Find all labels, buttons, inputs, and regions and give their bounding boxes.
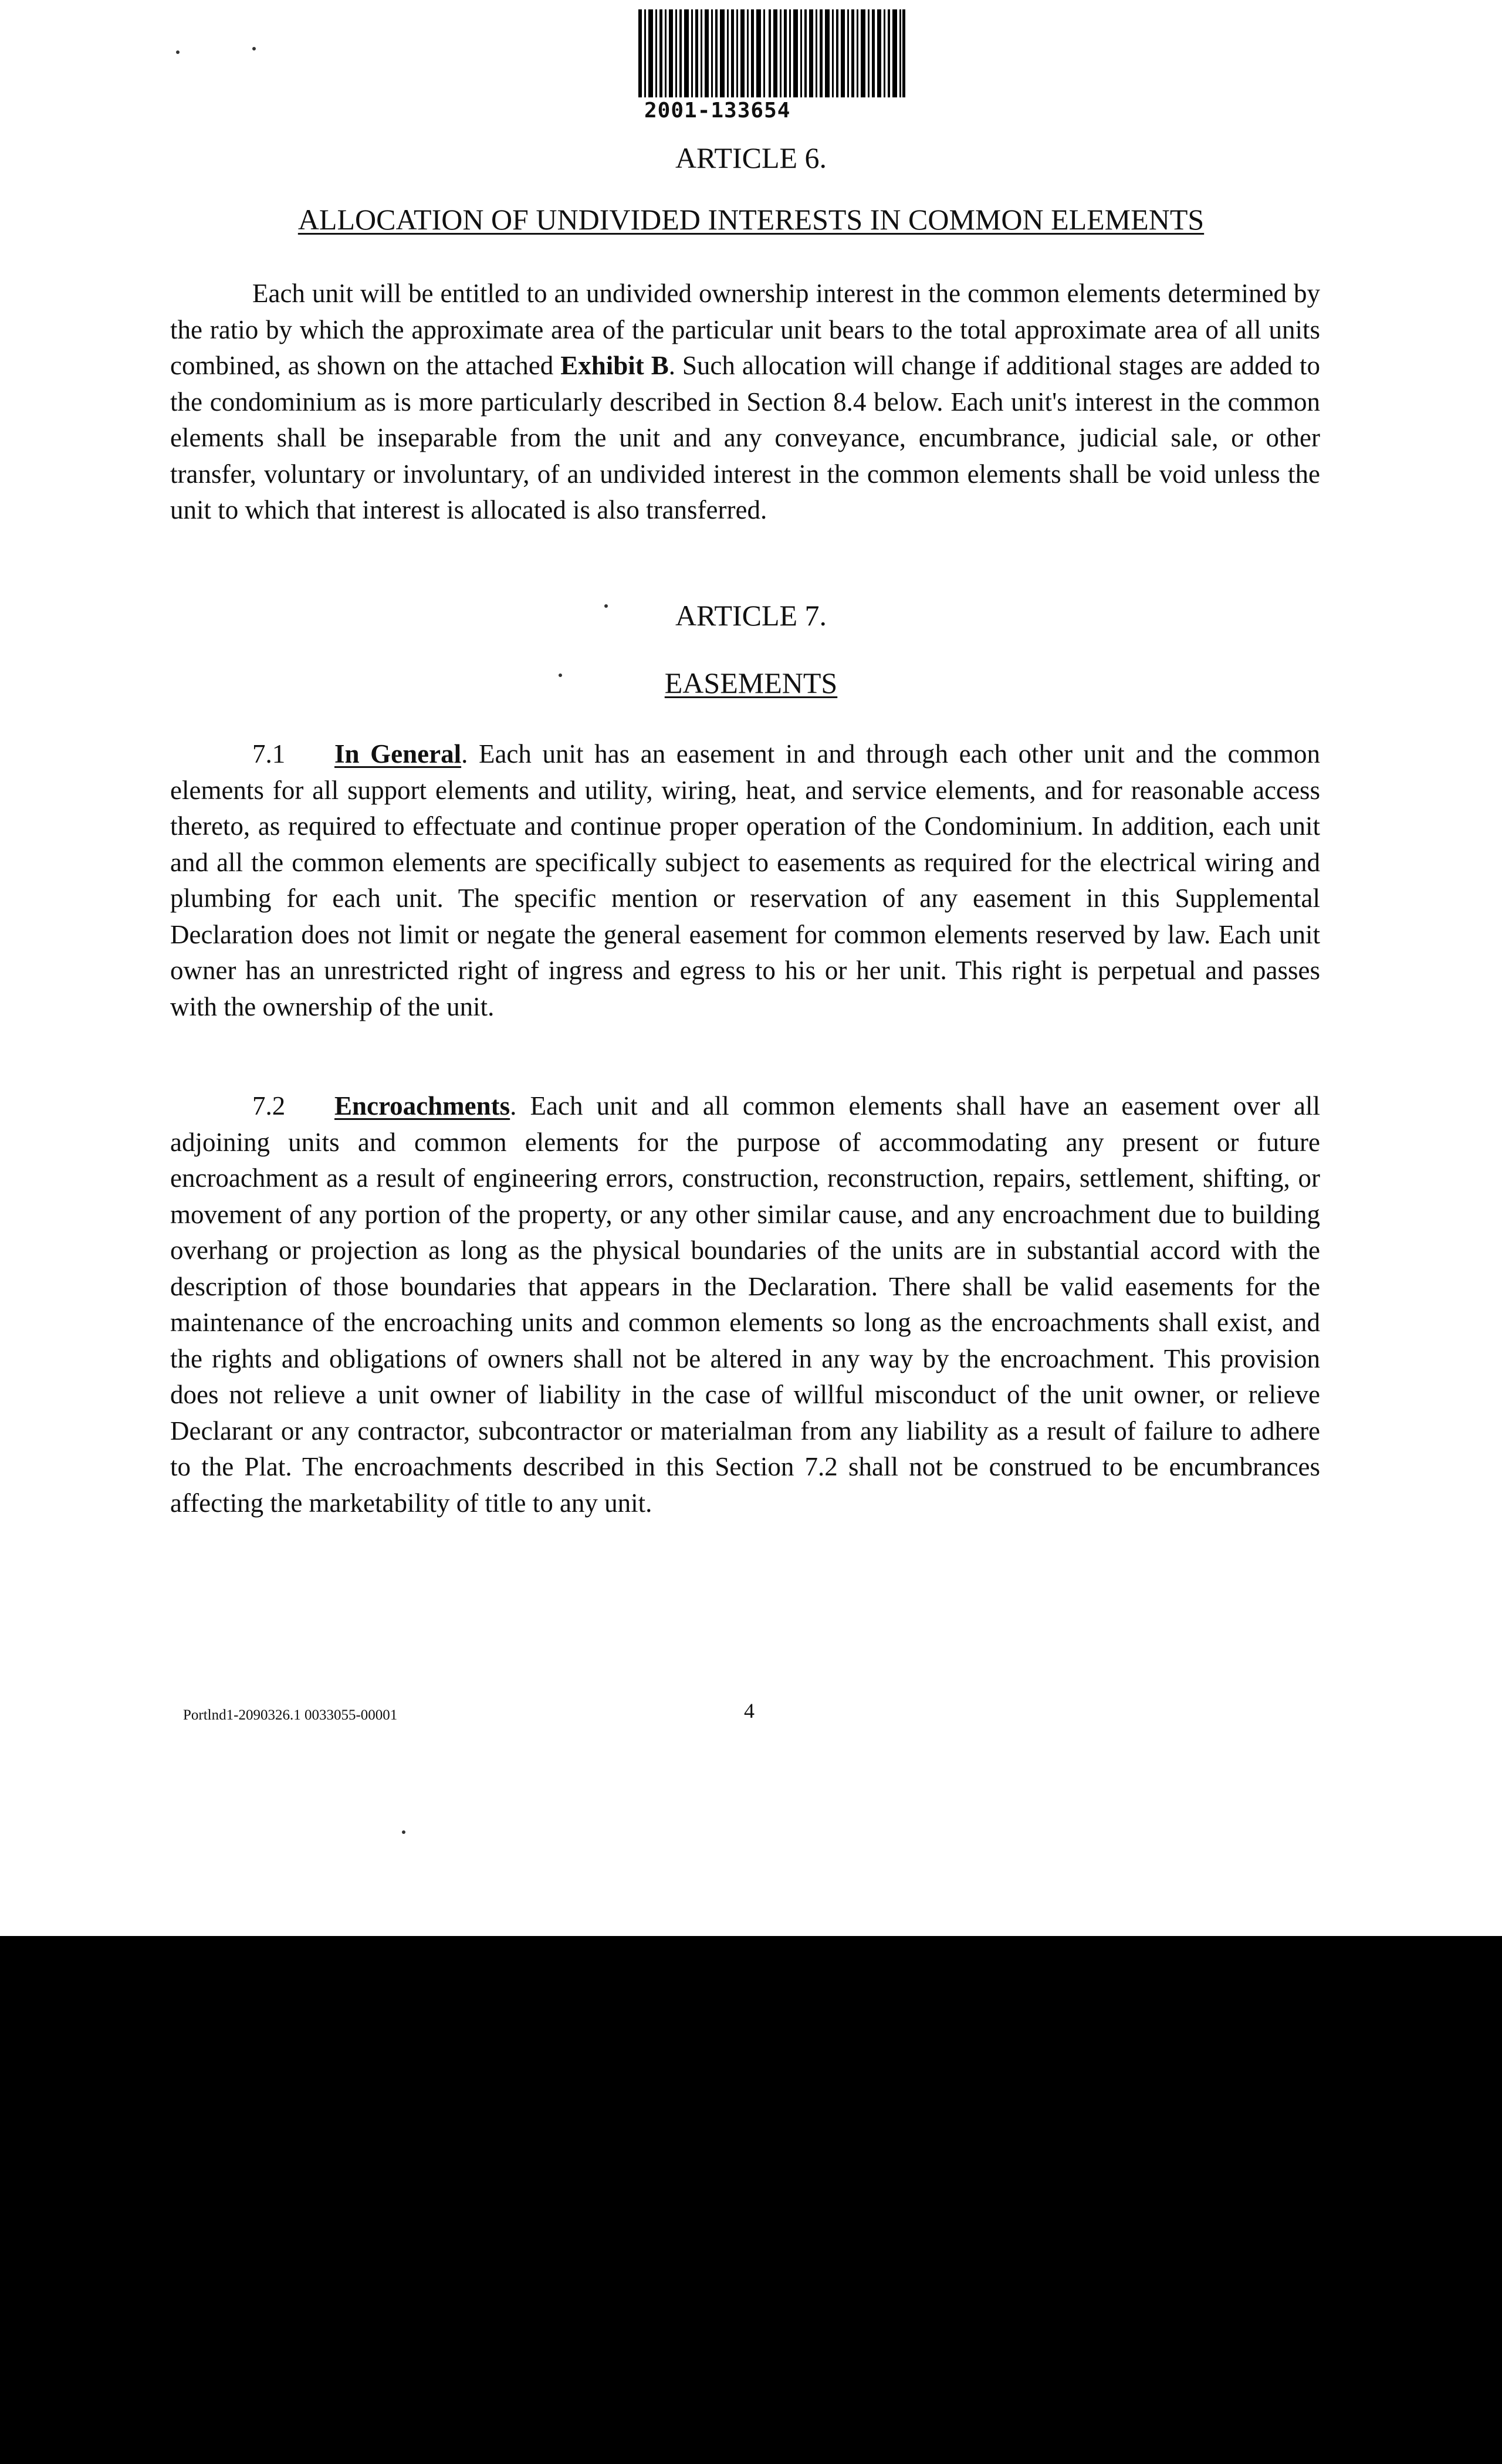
article-6-heading: ARTICLE 6.: [675, 141, 827, 174]
section-7-1: 7.1 In General. Each unit has an easement in and through each other unit and the common elements for all support elements and utility, wiring, heat, and service elements, and for reasonable access thereto, as required to effectuate and continue proper operation of the Condominium. In addition, each unit and all the common elements are specifically subject to easements as required for the electrical wiring and plumbing for each unit. The specific mention or reservation of any easement in this Supplemental Declaration does not limit or negate the general easement for common elements reserved by law. Each unit owner has an unrestricted right of ingress and egress to his or her unit. This right is perpetual and passes with the ownership of the unit.: [170, 736, 1320, 1025]
article-7-title: EASEMENTS: [664, 666, 838, 699]
section-number: 7.1: [252, 739, 286, 769]
scan-speck: [604, 604, 608, 608]
scan-speck: [252, 47, 256, 50]
article-6-body: Each unit will be entitled to an undivided ownership interest in the common elements determined by the ratio by which the approximate area of the particular unit bears to the total approximate area of all units combined, as shown on the attached Exhibit B. Such allocation will change if additional stages are added to the condominium as is more particularly described in Section 8.4 below. Each unit's interest in the common elements shall be inseparable from the unit and any conveyance, encumbrance, judicial sale, or other transfer, voluntary or involuntary, of an undivided interest in the common elements shall be void unless the unit to which that interest is allocated is also transferred.: [170, 279, 1320, 524]
scan-background: [0, 1936, 1502, 2464]
section-number: 7.2: [252, 1091, 286, 1121]
article-6-title: ALLOCATION OF UNDIVIDED INTERESTS IN COMMON ELEMENTS: [297, 203, 1205, 236]
exhibit-reference: Exhibit B: [560, 351, 669, 380]
document-id: Portlnd1-2090326.1 0033055-00001: [183, 1707, 398, 1723]
section-title: In General: [334, 739, 462, 769]
recording-number: 2001-133654: [644, 99, 791, 123]
scan-speck: [402, 1830, 405, 1834]
scan-speck: [559, 673, 562, 677]
barcode-image: [638, 9, 905, 97]
article-7-heading: ARTICLE 7.: [675, 599, 827, 632]
scan-speck: [176, 50, 180, 54]
page-number: 4: [744, 1699, 755, 1722]
section-7-2: 7.2 Encroachments. Each unit and all common elements shall have an easement over all adjoining units and common elements for the purpose of accommodating any present or future encroachment as a result of engineering errors, construction, reconstruction, repairs, settlement, shifting, or movement of any portion of the property, or any other similar cause, and any encroachment due to building overhang or projection as long as the physical boundaries of the units are in substantial accord with the description of those boundaries that appears in the Declaration. There shall be valid easements for the maintenance of the encroaching units and common elements so long as the encroachments shall exist, and the rights and obligations of owners shall not be altered in any way by the encroachment. This provision does not relieve a unit owner of liability in the case of willful misconduct of the unit owner, or relieve Declarant or any contractor, subcontractor or materialman from any liability as a result of failure to adhere to the Plat. The encroachments described in this Section 7.2 shall not be construed to be encumbrances affecting the marketability of title to any unit.: [170, 1088, 1320, 1521]
section-title: Encroachments: [334, 1091, 510, 1121]
